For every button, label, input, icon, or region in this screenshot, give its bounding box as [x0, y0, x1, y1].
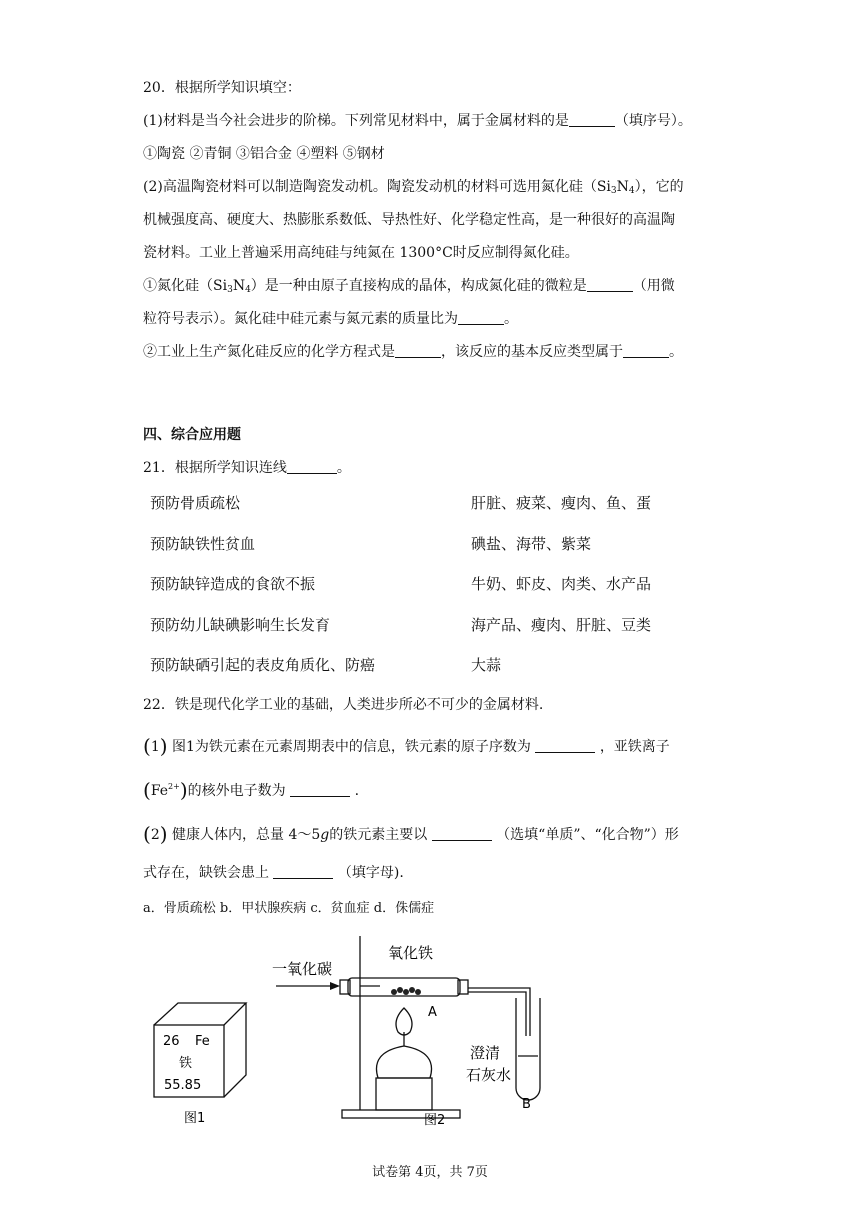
- flame: [396, 1008, 412, 1035]
- page-footer: 试卷第 4页，共 7页: [372, 1165, 488, 1180]
- q22-part1-line1: (1) 图1为铁元素在元素周期表中的信息，铁元素的原子序数为 ，亚铁离子: [143, 734, 670, 758]
- answer-blank[interactable]: [623, 345, 669, 358]
- match-right-item: 海产品、瘦肉、肝脏、豆类: [471, 616, 652, 634]
- element-symbol: Fe: [195, 1034, 210, 1049]
- answer-blank[interactable]: [287, 461, 337, 474]
- lamp-base: [376, 1078, 432, 1110]
- match-right-item: 肝脏、疲菜、瘦肉、鱼、蛋: [471, 494, 652, 512]
- match-left-item: 预防缺铁性贫血: [150, 535, 256, 553]
- limewater-label-2: 石灰水: [466, 1066, 512, 1084]
- iron-oxide-label: 氧化铁: [388, 944, 434, 962]
- q22-part2-line2: 式存在，缺铁会患上 （填字母).: [143, 865, 404, 881]
- match-left-item: 预防幼儿缺碘影响生长发育: [150, 616, 331, 634]
- q20-part1: (1)材料是当今社会进步的阶梯。下列常见材料中，属于金属材料的是 （填序号）。: [143, 113, 692, 129]
- q20-part2-line2: 机械强度高、硬度大、热膨胀系数低、导热性好、化学稳定性高，是一种很好的高温陶: [143, 212, 675, 228]
- outlet-tube-inner: [468, 992, 526, 1036]
- answer-blank[interactable]: [395, 345, 441, 358]
- arrow-head-icon: [330, 982, 340, 990]
- q21-title: 21．根据所学知识连线 。: [143, 460, 351, 476]
- q20-sub2: ②工业上生产氮化硅反应的化学方程式是 ，该反应的基本反应类型属于 。: [143, 344, 683, 360]
- figure-2: [270, 928, 570, 1128]
- atomic-mass: 55.85: [164, 1078, 202, 1093]
- match-right-item: 大蒜: [471, 656, 502, 674]
- match-left-item: 预防骨质疏松: [150, 494, 241, 512]
- cube-side-face: [224, 1003, 246, 1097]
- figure-1: [148, 995, 248, 1125]
- element-name: 铁: [179, 1056, 193, 1071]
- answer-blank[interactable]: [273, 866, 333, 879]
- figure-2-caption: 图2: [424, 1113, 446, 1128]
- answer-blank[interactable]: [535, 740, 595, 753]
- outlet-tube: [468, 988, 530, 1036]
- match-right-item: 碘盐、海带、紫菜: [471, 535, 592, 553]
- limewater-label-1: 澄清: [470, 1044, 501, 1062]
- label-a: A: [428, 1005, 437, 1020]
- q22-part2-line1: (2) 健康人体内，总量 4～5g的铁元素主要以 （选填“单质”、“化合物”）形: [143, 822, 679, 846]
- answer-blank[interactable]: [458, 312, 504, 325]
- q20-sub1-line2: 粒符号表示）。氮化硅中硅元素与氮元素的质量比为 。: [143, 311, 518, 327]
- alcohol-lamp: [376, 1046, 431, 1078]
- answer-blank[interactable]: [290, 784, 350, 797]
- q22-title: 22．铁是现代化学工业的基础，人类进步所必不可少的金属材料.: [143, 697, 544, 713]
- atomic-number: 26: [163, 1034, 180, 1049]
- figure-1-caption: 图1: [184, 1111, 206, 1125]
- q20-sub1-line1: ①氮化硅$(Si_3N_4)$是一种由原子直接构成的晶体，构成氮化硅的微粒是 （用微: [143, 278, 675, 295]
- co-label: 一氧化碳: [272, 960, 333, 978]
- q20-part2-line3: 瓷材料。工业上普遍采用高纯硅与纯氮在 1300°C时反应制得氮化硅。: [143, 245, 579, 261]
- test-tube: [516, 998, 540, 1100]
- answer-blank[interactable]: [569, 114, 615, 127]
- answer-blank[interactable]: [587, 279, 633, 292]
- iron-oxide-powder: [391, 987, 421, 995]
- match-left-item: 预防缺硒引起的表皮角质化、防癌: [150, 656, 376, 674]
- q22-choices: a．骨质疏松 b．甲状腺疾病 c．贫血症 d．侏儒症: [143, 901, 435, 916]
- q20-title: 20．根据所学知识填空：: [143, 80, 301, 96]
- label-b: B: [522, 1097, 531, 1112]
- section-heading: 四、综合应用题: [143, 427, 241, 443]
- q20-part2-line1: (2)高温陶瓷材料可以制造陶瓷发动机。陶瓷发动机的材料可选用氮化硅$(Si_3N_4)$，它的: [143, 179, 684, 196]
- match-right-item: 牛奶、虾皮、肉类、水产品: [471, 575, 652, 593]
- cube-top-face: [154, 1003, 246, 1025]
- q20-options: ①陶瓷 ②青铜 ③铝合金 ④塑料 ⑤钢材: [143, 146, 385, 162]
- q22-part1-line2: $(Fe^{2+})$的核外电子数为 .: [143, 778, 360, 802]
- answer-blank[interactable]: [432, 828, 492, 841]
- match-left-item: 预防缺锌造成的食欲不振: [150, 575, 316, 593]
